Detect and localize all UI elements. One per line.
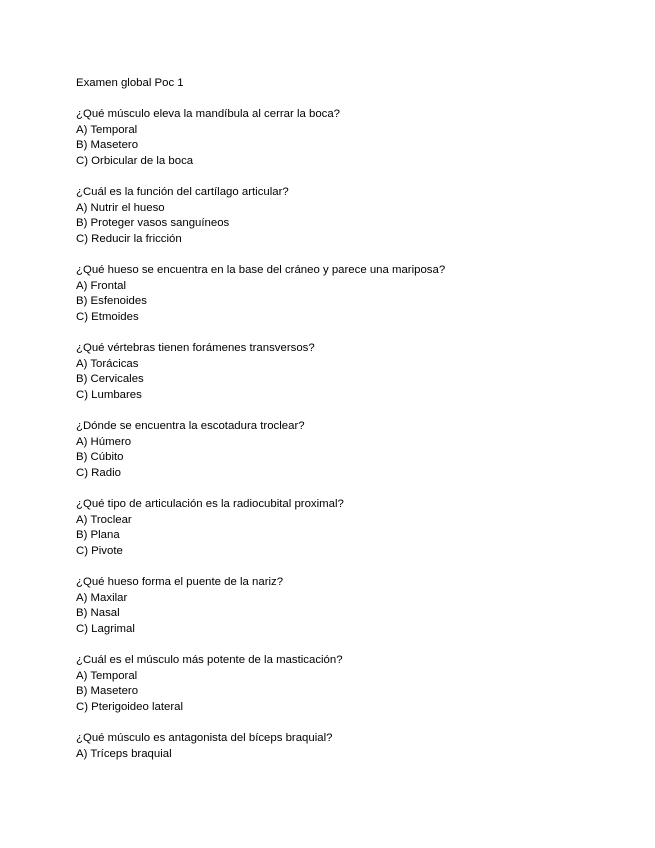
question-block	[76, 575, 616, 637]
answer-option: B) Plana	[76, 529, 120, 542]
answer-option: A) Troclear	[76, 513, 132, 526]
answer-option: C) Reducir la fricción	[76, 232, 182, 245]
question-block	[76, 263, 616, 325]
answer-option: C) Radio	[76, 466, 121, 479]
question-block	[76, 731, 616, 762]
answer-option: B) Proteger vasos sanguíneos	[76, 217, 230, 230]
answer-option: A) Maxilar	[76, 591, 128, 604]
answer-option: A) Temporal	[76, 123, 138, 136]
answer-option: C) Lumbares	[76, 388, 142, 401]
answer-option: B) Cervicales	[76, 373, 144, 386]
answer-option: B) Cúbito	[76, 451, 124, 464]
question-text: ¿Qué músculo es antagonista del bíceps braquial?	[76, 731, 333, 744]
answer-option: A) Torácicas	[76, 357, 139, 370]
question-text: ¿Qué músculo eleva la mandíbula al cerrar la boca?	[76, 108, 341, 121]
answer-option: B) Nasal	[76, 607, 120, 620]
answer-option: C) Lagrimal	[76, 622, 135, 635]
question-block	[76, 341, 616, 403]
question-block	[76, 107, 616, 169]
document-title: Examen global Poc 1	[76, 77, 184, 89]
question-text: ¿Qué hueso se encuentra en la base del cráneo y parece una mariposa?	[76, 264, 446, 277]
answer-option: C) Etmoides	[76, 310, 139, 323]
answer-option: A) Nutrir el hueso	[76, 201, 165, 214]
question-block	[76, 185, 616, 247]
answer-option: C) Pterigoideo lateral	[76, 700, 183, 713]
question-text: ¿Qué vértebras tienen forámenes transversos?	[76, 342, 315, 355]
answer-option: B) Masetero	[76, 685, 139, 698]
question-block	[76, 419, 616, 481]
answer-option: A) Temporal	[76, 669, 138, 682]
question-block	[76, 653, 616, 715]
question-text: ¿Dónde se encuentra la escotadura troclear?	[76, 420, 305, 433]
answer-option: C) Pivote	[76, 544, 123, 557]
answer-option: A) Frontal	[76, 279, 127, 292]
question-text: ¿Qué hueso forma el puente de la nariz?	[76, 576, 284, 588]
question-block	[76, 497, 616, 559]
answer-option: C) Orbicular de la boca	[76, 154, 194, 167]
question-text: ¿Cuál es la función del cartílago articular?	[76, 186, 289, 199]
answer-option: A) Tríceps braquial	[76, 747, 172, 760]
answer-option: A) Húmero	[76, 435, 132, 448]
answer-option: B) Masetero	[76, 139, 139, 152]
answer-option: B) Esfenoides	[76, 295, 147, 308]
question-text: ¿Cuál es el músculo más potente de la masticación?	[76, 653, 343, 666]
question-text: ¿Qué tipo de articulación es la radiocubital proximal?	[76, 498, 344, 511]
document-page	[76, 76, 616, 778]
